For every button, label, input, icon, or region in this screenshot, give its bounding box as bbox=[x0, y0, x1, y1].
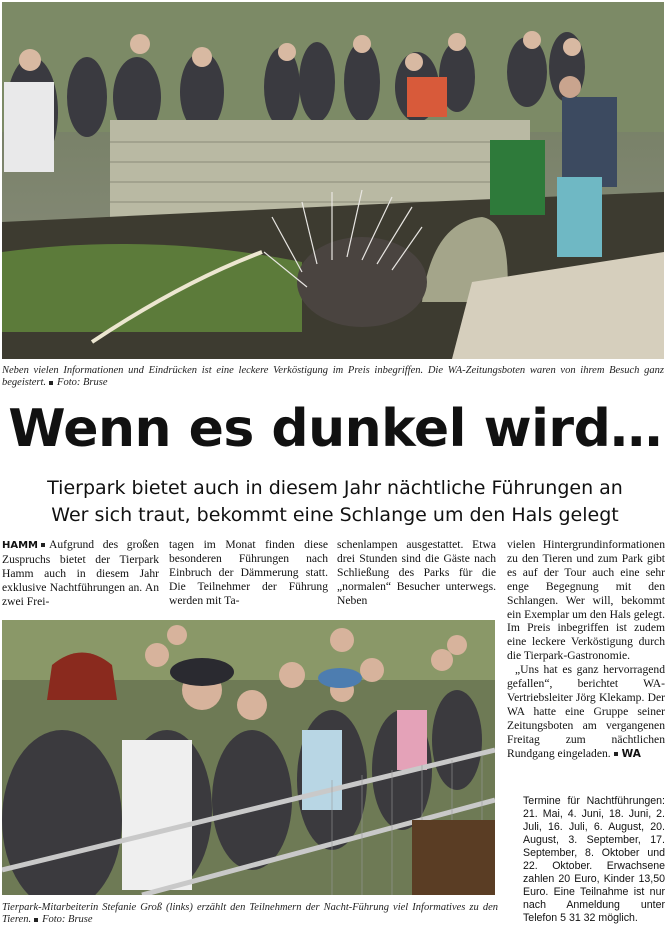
top-photo bbox=[2, 2, 664, 359]
bullet-icon bbox=[41, 543, 45, 547]
article-column-4 bbox=[507, 538, 665, 762]
article-column-3 bbox=[337, 538, 496, 608]
night-tour-group-image bbox=[2, 620, 495, 895]
dateline: HAMM bbox=[2, 540, 39, 551]
bottom-photo-caption-text: Tierpark-Mitarbeiterin Stefanie Groß (links) erzählt den Teilnehmern der Nacht-Führung viel Informatives zu den Tieren. bbox=[2, 902, 498, 925]
subheadline-1: Tierpark bietet auch in diesem Jahr nächtliche Führungen an bbox=[47, 477, 623, 499]
article-col2-text: tagen im Monat finden diese besonderen Führungen nach Einbruch der Dämmerung statt. Die Teilnehmer der Führung werden mit Ta- bbox=[169, 538, 328, 607]
article-col4-text: vielen Hintergrundinformationen zu den Tieren und zum Park gibt es auf der Tour auch eine sehr enge Begegnung mit den Schlangen. Wer will, bekommt ein Exemplar um den Hals gelegt. Im Preis inbegriffen ist zudem eine leckere Verköstigung durch die Tierpark-Gastronomie. bbox=[507, 538, 665, 663]
article-col1-text: Aufgrund des großen Zuspruchs bietet der Tierpark Hamm auch in diesem Jahr exklusive Nachtführungen an. An zwei Frei- bbox=[2, 538, 159, 608]
bullet-icon bbox=[49, 381, 53, 385]
bottom-photo bbox=[2, 620, 495, 895]
article-column-1 bbox=[2, 538, 159, 609]
subheadline-2: Wer sich traut, bekommt eine Schlange um den Hals gelegt bbox=[51, 504, 619, 526]
bottom-photo-caption bbox=[2, 902, 498, 926]
article-col4-quote: „Uns hat es ganz hervorragend gefallen“, berichtet WA-Vertriebsleiter Jörg Klekamp. Der WA hatte eine Gruppe seiner Zeitungsboten am vergangenen Freitag zum nächtlichen Rundgang eingeladen. bbox=[507, 663, 665, 760]
bullet-icon bbox=[34, 918, 38, 922]
article-col3-text: schenlampen ausgestattet. Etwa drei Stunden sind die Gäste nach Schließung des Parks für die „normalen“ Besucher unterwegs. Neben bbox=[337, 538, 496, 607]
bullet-icon bbox=[614, 752, 618, 756]
article-column-2 bbox=[169, 538, 328, 608]
porcupine-enclosure-image bbox=[2, 2, 664, 359]
bottom-photo-credit: Foto: Bruse bbox=[42, 914, 93, 925]
top-photo-caption bbox=[2, 365, 664, 389]
dates-info-box: Termine für Nachtführungen: 21. Mai, 4. Juni, 18. Juni, 2. Juli, 16. Juli, 6. August, 20. August, 3. September, 17. September, 8. Oktober und 22. Oktober. Erwachsene zahlen 20 Euro, Kinder 13,50 Euro. Eine Teilnahme ist nur nach Anmeldung unter Telefon 5 31 32 möglich. bbox=[523, 795, 665, 924]
headline: Wenn es dunkel wird… bbox=[8, 399, 662, 459]
top-photo-caption-text: Neben vielen Informationen und Eindrücken ist eine leckere Verköstigung im Preis inbegriffen. Die WA-Zeitungsboten waren von ihrem Besuch ganz begeistert. bbox=[2, 365, 664, 388]
top-photo-credit: Foto: Bruse bbox=[57, 377, 108, 388]
article-signature: WA bbox=[621, 747, 641, 760]
